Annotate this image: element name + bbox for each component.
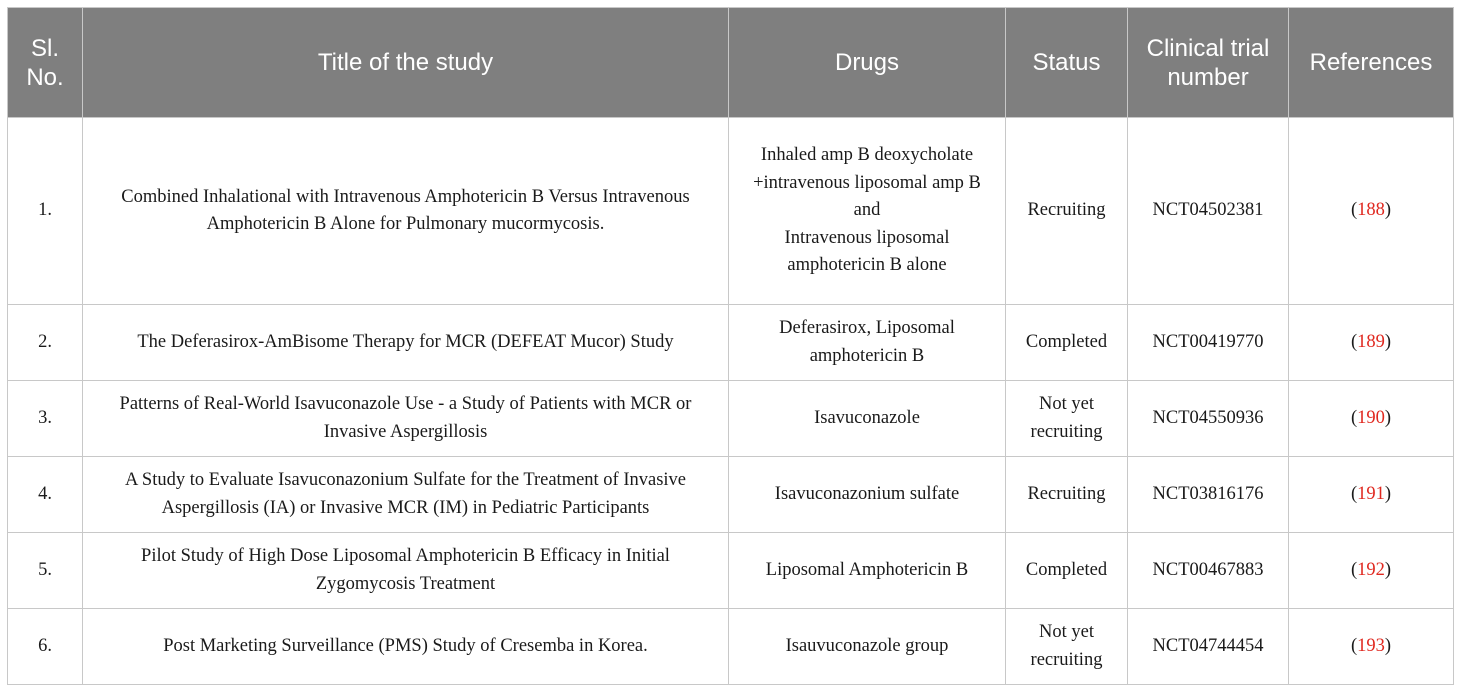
cell-sl-no: 5. bbox=[8, 533, 83, 609]
cell-title: Post Marketing Surveillance (PMS) Study of Cresemba in Korea. bbox=[83, 609, 729, 685]
cell-status: Completed bbox=[1006, 533, 1128, 609]
reference-link[interactable]: 192 bbox=[1357, 559, 1385, 580]
reference-link[interactable]: 190 bbox=[1357, 407, 1385, 428]
cell-status: Not yet recruiting bbox=[1006, 381, 1128, 457]
cell-title: A Study to Evaluate Isavuconazonium Sulfate for the Treatment of Invasive Aspergillosis (IA) or Invasive MCR (IM) in Pediatric Participants bbox=[83, 457, 729, 533]
cell-drugs: Isavuconazonium sulfate bbox=[729, 457, 1006, 533]
cell-status: Not yet recruiting bbox=[1006, 609, 1128, 685]
reference-link[interactable]: 191 bbox=[1357, 483, 1385, 504]
reference-link[interactable]: 193 bbox=[1357, 635, 1385, 656]
table-row bbox=[8, 457, 1454, 533]
cell-trial-number: NCT03816176 bbox=[1128, 457, 1289, 533]
cell-reference: (192) bbox=[1289, 533, 1454, 609]
cell-drugs: Liposomal Amphotericin B bbox=[729, 533, 1006, 609]
cell-reference: (193) bbox=[1289, 609, 1454, 685]
table-row bbox=[8, 118, 1454, 305]
cell-drugs: Inhaled amp B deoxycholate +intravenous liposomal amp B and Intravenous liposomal amphotericin B alone bbox=[729, 118, 1006, 305]
cell-reference: (191) bbox=[1289, 457, 1454, 533]
cell-reference: (188) bbox=[1289, 118, 1454, 305]
cell-sl-no: 1. bbox=[8, 118, 83, 305]
cell-trial-number: NCT04502381 bbox=[1128, 118, 1289, 305]
cell-sl-no: 4. bbox=[8, 457, 83, 533]
cell-title: The Deferasirox-AmBisome Therapy for MCR (DEFEAT Mucor) Study bbox=[83, 305, 729, 381]
cell-title: Combined Inhalational with Intravenous Amphotericin B Versus Intravenous Amphotericin B Alone for Pulmonary mucormycosis. bbox=[83, 118, 729, 305]
header-sl-no: Sl. No. bbox=[8, 8, 83, 118]
cell-reference: (190) bbox=[1289, 381, 1454, 457]
reference-link[interactable]: 188 bbox=[1357, 200, 1385, 221]
reference-link[interactable]: 189 bbox=[1357, 331, 1385, 352]
header-title: Title of the study bbox=[83, 8, 729, 118]
cell-status: Completed bbox=[1006, 305, 1128, 381]
cell-drugs: Deferasirox, Liposomal amphotericin B bbox=[729, 305, 1006, 381]
cell-sl-no: 2. bbox=[8, 305, 83, 381]
cell-drugs: Isavuconazole bbox=[729, 381, 1006, 457]
header-drugs: Drugs bbox=[729, 8, 1006, 118]
clinical-trials-table-container bbox=[7, 7, 1453, 685]
table-row bbox=[8, 305, 1454, 381]
header-trial-number: Clinical trial number bbox=[1128, 8, 1289, 118]
cell-title: Patterns of Real-World Isavuconazole Use - a Study of Patients with MCR or Invasive Aspergillosis bbox=[83, 381, 729, 457]
cell-title: Pilot Study of High Dose Liposomal Amphotericin B Efficacy in Initial Zygomycosis Treatment bbox=[83, 533, 729, 609]
header-references: References bbox=[1289, 8, 1454, 118]
cell-sl-no: 6. bbox=[8, 609, 83, 685]
table-row bbox=[8, 381, 1454, 457]
table-row bbox=[8, 533, 1454, 609]
cell-sl-no: 3. bbox=[8, 381, 83, 457]
cell-status: Recruiting bbox=[1006, 118, 1128, 305]
clinical-trials-table bbox=[7, 7, 1454, 685]
cell-trial-number: NCT04550936 bbox=[1128, 381, 1289, 457]
table-row bbox=[8, 609, 1454, 685]
cell-trial-number: NCT04744454 bbox=[1128, 609, 1289, 685]
cell-reference: (189) bbox=[1289, 305, 1454, 381]
cell-trial-number: NCT00467883 bbox=[1128, 533, 1289, 609]
header-status: Status bbox=[1006, 8, 1128, 118]
cell-trial-number: NCT00419770 bbox=[1128, 305, 1289, 381]
table-header-row bbox=[8, 8, 1454, 118]
cell-status: Recruiting bbox=[1006, 457, 1128, 533]
cell-drugs: Isauvuconazole group bbox=[729, 609, 1006, 685]
